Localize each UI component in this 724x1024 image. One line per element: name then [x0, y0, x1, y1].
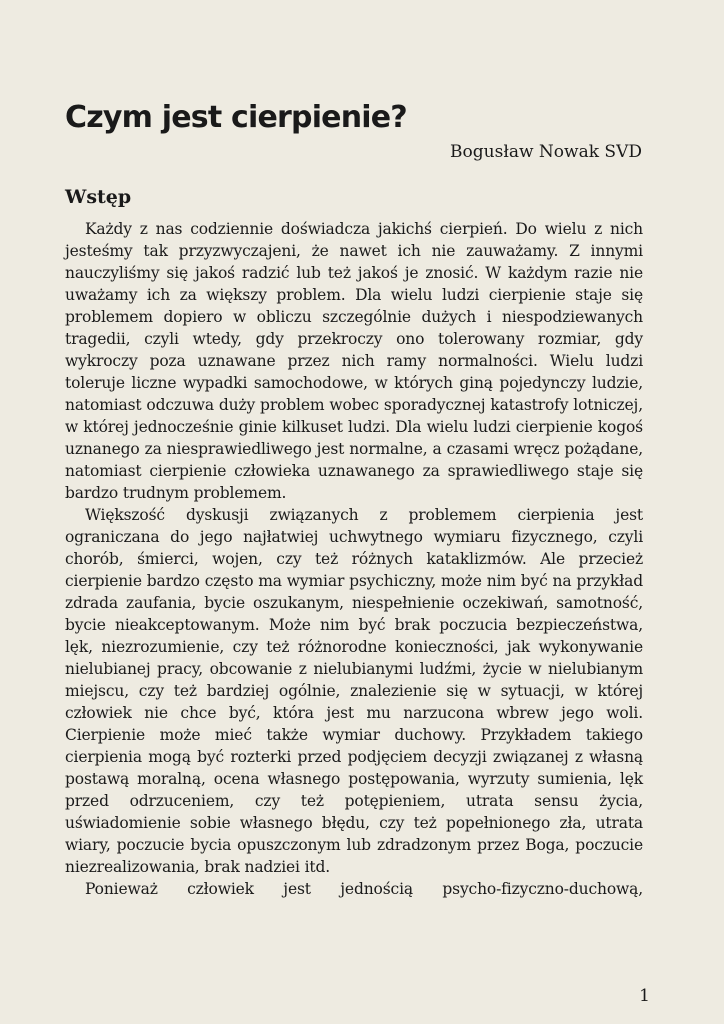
body-text [65, 218, 643, 900]
paragraph: Każdy z nas codziennie doświadcza jakichś cierpień. Do wielu z nich jesteśmy tak przyzwyczajeni, że nawet ich nie zauważamy. Z innymi nauczyliśmy się jakoś radzić lub też jakoś je znosić. W każdym razie nie uważamy ich za większy problem. Dla wielu ludzi cierpienie staje się problemem dopiero w obliczu szczególnie dużych i niespodziewanych tragedii, czyli wtedy, gdy przekroczy ono tolerowany rozmiar, gdy wykroczy poza uznawane przez nich ramy normalności. Wielu ludzi toleruje liczne wypadki samochodowe, w których giną pojedynczy ludzie, natomiast odczuwa duży problem wobec sporadycznej katastrofy lotniczej, w której jednocześnie ginie kilkuset ludzi. Dla wielu ludzi cierpienie kogoś uznanego za niesprawiedliwego jest normalne, a czasami wręcz pożądane, natomiast cierpienie człowieka uznawanego za sprawiedliwego staje się bardzo trudnym problemem. [65, 220, 643, 502]
author-name: Bogusław Nowak SVD [450, 142, 642, 162]
section-heading: Wstęp [65, 186, 132, 208]
paragraph-last-line: Ponieważ człowiek jest jednością psycho-fizyczno-duchową, [85, 880, 643, 898]
page-title: Czym jest cierpienie? [65, 100, 407, 135]
paragraph: Większość dyskusji związanych z problemem cierpienia jest ograniczana do jego najłatwiej uchwytnego wymiaru fizycznego, czyli chorób, śmierci, wojen, czy też różnych kataklizmów. Ale przecież cierpienie bardzo często ma wymiar psychiczny, może nim być na przykład zdrada zaufania, bycie oszukanym, niespełnienie oczekiwań, samotność, bycie nieakceptowanym. Może nim być brak poczucia bezpieczeństwa, lęk, niezrozumienie, czy też różnorodne konieczności, jak wykonywanie nielubianej pracy, obcowanie z nielubianymi ludźmi, życie w nielubianym miejscu, czy też bardziej ogólnie, znalezienie się w sytuacji, w której człowiek nie chce być, która jest mu narzucona wbrew jego woli. Cierpienie może mieć także wymiar duchowy. Przykładem takiego cierpienia mogą być rozterki przed podjęciem decyzji związanej z własną postawą moralną, ocena własnego postępowania, wyrzuty sumienia, lęk przed odrzuceniem, czy też potępieniem, utrata sensu życia, uświadomienie sobie własnego błędu, czy też popełnionego zła, utrata wiary, poczucie bycia opuszczonym lub zdradzonym przez Boga, poczucie niezrealizowania, brak nadziei itd. [65, 506, 643, 876]
page-number: 1 [639, 986, 650, 1006]
